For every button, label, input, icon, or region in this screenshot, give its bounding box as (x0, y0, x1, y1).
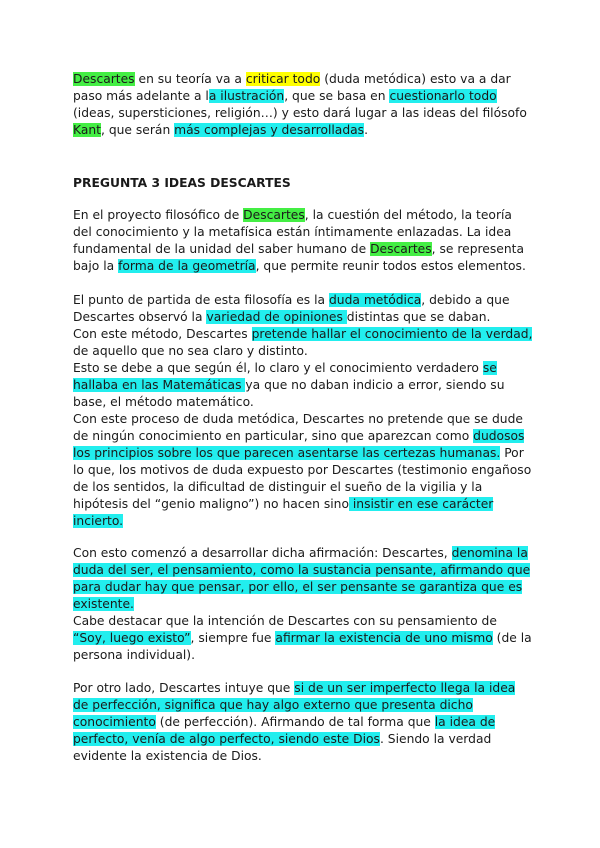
highlight-green: Descartes (73, 72, 135, 86)
text-span: , debido a que Descartes observó la (73, 293, 510, 324)
highlight-cyan: dudosos los principios sobre los que parecen asentarse las certezas humanas. (73, 429, 525, 460)
paragraph-methodic-doubt (73, 292, 533, 530)
highlight-green: Kant (73, 123, 101, 137)
text-span: . Siendo la verdad evidente la existencia de Dios. (73, 732, 492, 763)
text-span: , que se basa en (284, 89, 390, 103)
text-span: En el proyecto filosófico de (73, 208, 244, 222)
text-span: Cabe destacar que la intención de Descartes con su pensamiento de (73, 614, 497, 628)
text-span: , que serán (101, 123, 175, 137)
highlight-green: Descartes (370, 242, 432, 256)
text-span: Por lo que, los motivos de duda expuesto por Descartes (testimonio engañoso de los sentidos, la dificultad de distinguir el sueño de la vigilia y la hipótesis del “genio maligno”) no hacen sino (73, 446, 532, 511)
text-span: Esto se debe a que según él, lo claro y el conocimiento verdadero (73, 361, 483, 375)
paragraph-god-perfection (73, 680, 533, 765)
text-span: , se representa bajo la (73, 242, 524, 273)
text-span: Por otro lado, Descartes intuye que (73, 681, 295, 695)
highlight-cyan: forma de la geometría (118, 259, 256, 273)
paragraph-kant-intro (73, 71, 533, 139)
text-span: ya que no daban indicio a error, siendo su base, el método matemático. (73, 378, 505, 409)
highlight-cyan: “Soy, luego existo” (73, 631, 191, 645)
highlight-cyan: si de un ser imperfecto llega la idea de perfección, significa que hay algo externo que presenta dicho conocimiento (73, 681, 516, 729)
text-span: de aquello que no sea claro y distinto. (73, 344, 308, 358)
paragraph-method (73, 207, 533, 275)
text-span: , siempre fue (190, 631, 276, 645)
highlight-cyan: cuestionarlo todo (389, 89, 497, 103)
text-span: , que permite reunir todos estos elementos. (255, 259, 526, 273)
heading-prefix: PREGUNTA 3 (73, 176, 165, 190)
text-span: . (364, 123, 369, 137)
highlight-cyan: duda metódica (328, 293, 422, 307)
highlight-cyan: denomina la duda del ser, el pensamiento, como la sustancia pensante, afirmando que para dudar hay que pensar, por ello, el ser pensante se garantiza que es existente. (73, 546, 531, 611)
text-span: (de la persona individual). (73, 631, 532, 662)
highlight-cyan: insistir en ese carácter incierto. (73, 497, 494, 528)
highlight-cyan: más complejas y desarrolladas (174, 123, 365, 137)
highlight-cyan: pretende hallar el conocimiento de la verdad, (251, 327, 533, 341)
text-span: distintas que se daban. (346, 310, 491, 324)
highlight-yellow: criticar todo (245, 72, 321, 86)
highlight-green: Descartes (243, 208, 305, 222)
text-span: El punto de partida de esta filosofía es la (73, 293, 329, 307)
highlight-cyan: afirmar la existencia de uno mismo (275, 631, 493, 645)
text-span: (de perfección). Afirmando de tal forma que (155, 715, 435, 729)
highlight-cyan: a ilustración (208, 89, 285, 103)
paragraph-thinking-being (73, 545, 533, 664)
highlight-cyan: se hallaba en las Matemáticas (73, 361, 497, 392)
highlight-cyan: variedad de opiniones (206, 310, 347, 324)
text-span: Con este método, Descartes (73, 327, 252, 341)
section-heading (73, 175, 291, 192)
text-span: Con este proceso de duda metódica, Descartes no pretende que se dude de ningún conocimiento en particular, sino que aparezcan como (73, 412, 523, 443)
heading-title: IDEAS DESCARTES (164, 176, 291, 190)
text-span: Con esto comenzó a desarrollar dicha afirmación: Descartes, (73, 546, 452, 560)
text-span: (duda metódica) esto va a dar paso más adelante a l (73, 72, 511, 103)
text-span: (ideas, supersticiones, religión…) y esto dará lugar a las ideas del filósofo (73, 106, 527, 120)
text-span: , la cuestión del método, la teoría del conocimiento y la metafísica están íntimamente enlazadas. La idea fundamental de la unidad del saber humano de (73, 208, 512, 256)
text-span: en su teoría va a (134, 72, 246, 86)
highlight-cyan: la idea de perfecto, venía de algo perfecto, siendo este Dios (73, 715, 496, 746)
